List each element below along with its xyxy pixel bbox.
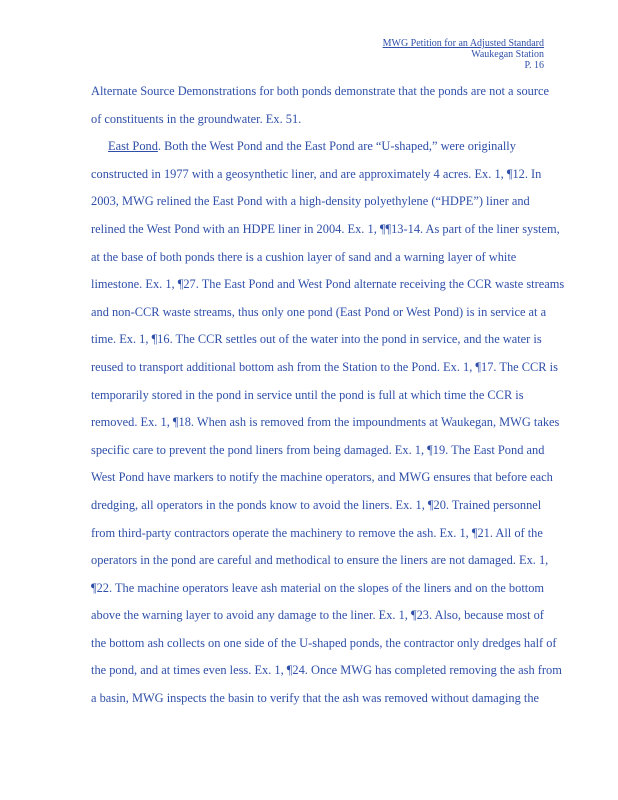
- text-line: from third-party contractors operate the machinery to remove the ash. Ex. 1, ¶21. All of the: [91, 525, 543, 540]
- header-page-number: P. 16: [524, 60, 544, 71]
- page-header: [383, 38, 544, 71]
- text-line: time. Ex. 1, ¶16. The CCR settles out of the water into the pond in service, and the water is: [91, 332, 542, 347]
- text-line: and non-CCR waste streams, thus only one pond (East Pond or West Pond) is in service at a: [91, 304, 547, 319]
- text-line: reused to transport additional bottom ash from the Station to the Pond. Ex. 1, ¶17. The CCR is: [91, 359, 558, 374]
- text-line: . Both the West Pond and the East Pond are “U-shaped,” were originally: [157, 139, 516, 154]
- text-line: dredging, all operators in the ponds know to avoid the liners. Ex. 1, ¶20. Trained personnel: [91, 497, 542, 512]
- text-line: a basin, MWG inspects the basin to verify that the ash was removed without damaging the: [91, 691, 540, 706]
- text-line: operators in the pond are careful and methodical to ensure the liners are not damaged. Ex. 1,: [91, 553, 549, 568]
- paragraph-first-line: [91, 133, 591, 161]
- text-line: the pond, and at times even less. Ex. 1, ¶24. Once MWG has completed removing the ash from: [91, 663, 562, 678]
- text-line: specific care to prevent the pond liners from being damaged. Ex. 1, ¶19. The East Pond and: [91, 442, 545, 457]
- text-line: of constituents in the groundwater. Ex. 51.: [91, 111, 302, 126]
- section-heading-east-pond: East Pond: [108, 139, 158, 154]
- text-line: constructed in 1977 with a geosynthetic liner, and are approximately 4 acres. Ex. 1, ¶12. In: [91, 166, 542, 181]
- text-line: above the warning layer to avoid any damage to the liner. Ex. 1, ¶23. Also, because most of: [91, 608, 544, 623]
- text-line: limestone. Ex. 1, ¶27. The East Pond and West Pond alternate receiving the CCR waste streams: [91, 277, 565, 292]
- text-line: relined the West Pond with an HDPE liner in 2004. Ex. 1, ¶¶13-14. As part of the liner system,: [91, 221, 560, 236]
- text-line: ¶22. The machine operators leave ash material on the slopes of the liners and on the bottom: [91, 580, 545, 595]
- header-petition-title: MWG Petition for an Adjusted Standard: [382, 38, 544, 49]
- text-line: West Pond have markers to notify the machine operators, and MWG ensures that before each: [91, 470, 553, 485]
- body-text: [91, 78, 591, 713]
- header-station-name: Waukegan Station: [471, 49, 544, 60]
- text-line: 2003, MWG relined the East Pond with a high-density polyethylene (“HDPE”) liner and: [91, 194, 530, 209]
- text-line: Alternate Source Demonstrations for both ponds demonstrate that the ponds are not a source: [91, 84, 549, 98]
- text-line: at the base of both ponds there is a cushion layer of sand and a warning layer of white: [91, 249, 517, 264]
- text-line: removed. Ex. 1, ¶18. When ash is removed from the impoundments at Waukegan, MWG takes: [91, 415, 560, 430]
- text-line: temporarily stored in the pond in service until the pond is full at which time the CCR is: [91, 387, 524, 402]
- text-line: the bottom ash collects on one side of the U-shaped ponds, the contractor only dredges half of: [91, 635, 557, 650]
